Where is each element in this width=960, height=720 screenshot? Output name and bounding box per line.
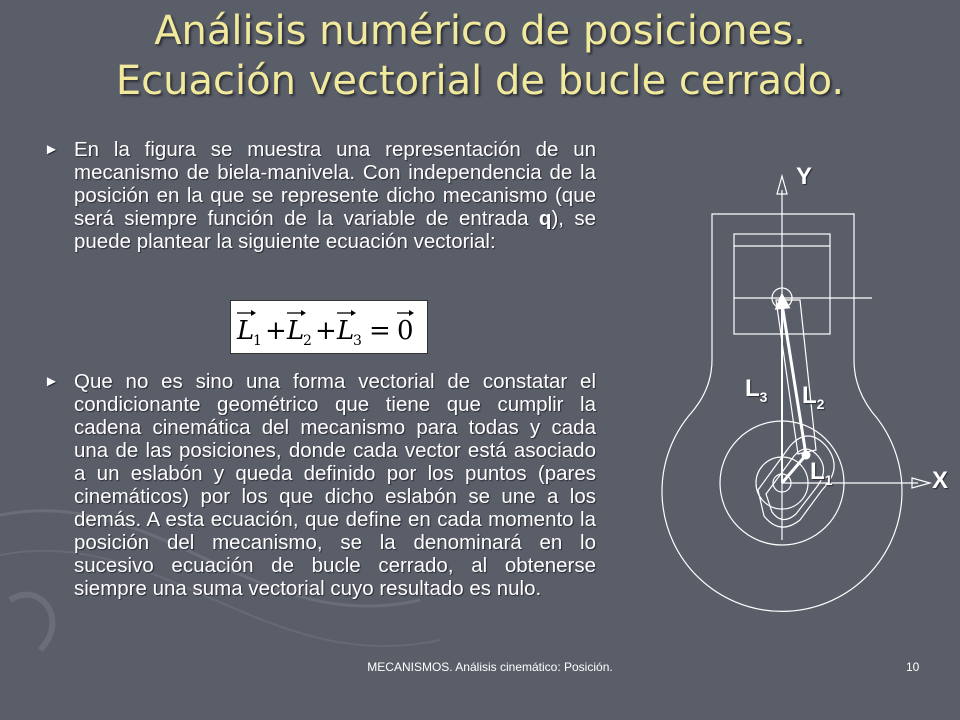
bullet-2-text: Que no es sino una forma vectorial de constatar el condicionante geométrico que tiene que cumplir la cadena cinemática del mecanismo para todas y cada una de las posiciones, donde cada vector está asociado a un eslabón y queda definido por los puntos (pares cinemáticos) por los que dicho eslabón se une a los demás. A esta ecuación, que define en cada momento la posición del mecanismo, se la denominará en lo sucesivo ecuación de bucle cerrado, al obtenerse siempre una suma vectorial cuyo resultado es nulo. [74,370,596,600]
eq-L1-sub: 1 [253,333,262,349]
eq-plus-2: + [315,316,337,346]
eq-L3-letter: L [337,316,355,346]
vector-equation [230,300,428,354]
label-L3: $L_3$ [745,375,768,405]
axis-label-y: Y [796,163,813,190]
vector-L1 [782,455,806,483]
title-line-1: Análisis numérico de posiciones. [154,8,806,54]
bullet-2 [44,370,596,600]
footer-text: MECANISMOS. Análisis cinemático: Posición. [367,660,613,674]
eq-plus-1: + [265,316,287,346]
bullet-arrow-icon: ► [44,373,59,390]
eq-L2-sub: 2 [303,333,312,349]
slider-crank-diagram [640,150,960,650]
bullet-arrow-icon: ► [44,141,59,158]
bullet-1-text: En la figura se muestra una representación de un mecanismo de biela-manivela. Con independencia de la posición en la que se represente dicho mecanismo (que será siempre función de la variable de entrada q), se puede plantear la siguiente ecuación vectorial: [74,138,597,253]
axis-label-x: X [932,467,949,494]
variable-q: q [538,207,552,230]
eq-L3-sub: 3 [353,333,362,349]
label-L1: $L_1$ [810,458,833,488]
title-line-2: Ecuación vectorial de bucle cerrado. [115,58,845,104]
eq-equals: = [369,316,391,346]
page-number: 10 [906,660,920,674]
slide-title [0,6,960,106]
eq-L2-letter: L [287,316,305,346]
label-L2: $L_2$ [802,382,825,412]
bullet-1 [44,138,596,253]
eq-zero: 0 [397,316,414,346]
eq-L1-letter: L [237,316,255,346]
